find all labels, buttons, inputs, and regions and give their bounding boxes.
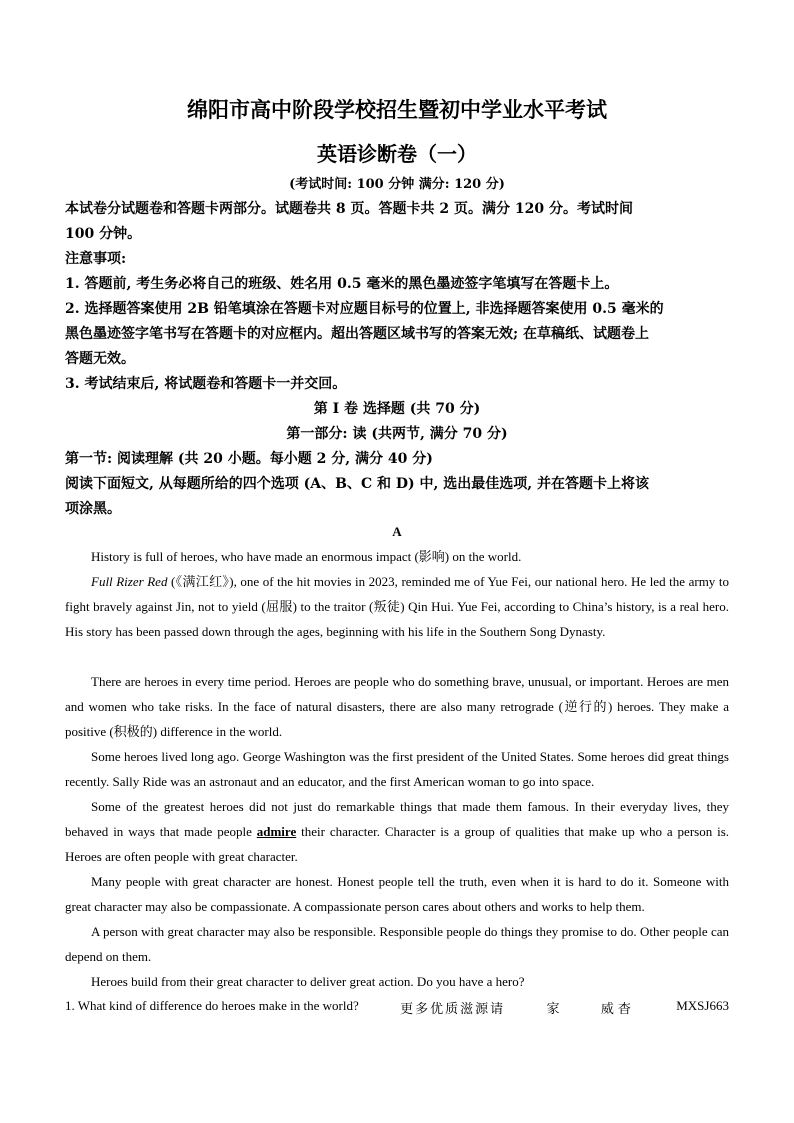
intro-line-2: 100 分钟。 (65, 226, 142, 242)
movie-title: Full Rizer Red (91, 574, 168, 589)
passage-paragraph-3 (65, 669, 729, 744)
intro-line-1: 本试卷分试题卷和答题卡两部分。试题卷共 8 页。答题卡共 2 页。满分 120 分。考试时间 (65, 201, 633, 217)
passage-paragraph-7 (65, 919, 729, 969)
paragraph-text: Some of the greatest heroes did not just do remarkable things that made them famous. In their everyday lives, they behaved in ways that made people (65, 799, 729, 839)
watermark-code: MXSJ663 (676, 998, 729, 1013)
passage-paragraph-5 (65, 794, 729, 869)
part-heading: 第一部分: 读 (共两节, 满分 70 分) (286, 426, 508, 442)
question-1-row (65, 998, 729, 1017)
paragraph-text: (《满江红》), one of the hit movies in 2023, reminded me of Yue Fei, our national hero. He led the army to fight bravely against Jin, not to yield (屈服) to the traitor (叛徒) Qin Hui. Yue Fei, according to China’s history, is a real hero. His story has been passed down through the ages, beginning with his life in the Southern Song Dynasty. (65, 574, 729, 639)
passage-label: A (392, 524, 402, 539)
note-2-line-1: 2. 选择题答案使用 2B 铅笔填涂在答题卡对应题目标号的位置上, 非选择题答案使用 0.5 毫米的 (65, 301, 664, 317)
instruction-line-2: 项涂黑。 (65, 501, 121, 517)
exam-title: 绵阳市高中阶段学校招生暨初中学业水平考试 (187, 97, 607, 122)
note-1: 1. 答题前, 考生务必将自己的班级、姓名用 0.5 毫米的黑色墨迹签字笔填写在答题卡上。 (65, 276, 619, 292)
note-2-line-3: 答题无效。 (65, 351, 135, 367)
keyword-admire: admire (256, 824, 297, 839)
paragraph-text: their character. Character is a group of qualities that make up who a person is. Heroes are often people with great character. (65, 824, 730, 864)
exam-info: (考试时间: 100 分钟 满分: 120 分) (289, 177, 505, 192)
paragraph-text: Many people with great character are honest. Honest people tell the truth, even when it is hard to do it. Someone with great character may also be compassionate. A compassionate person cares about others and works to help them. (65, 874, 729, 914)
section-heading: 第一节: 阅读理解 (共 20 小题。每小题 2 分, 满分 40 分) (65, 451, 433, 467)
paragraph-text: Some heroes lived long ago. George Washington was the first president of the United States. Some heroes did great things recently. Sally Ride was an astronaut and an educator, and the first American woman to go into space. (65, 749, 729, 789)
notes-heading: 注意事项: (65, 251, 127, 267)
paragraph-text: There are heroes in every time period. Heroes are people who do something brave, unusual, or important. Heroes are men and women who take risks. In the face of natural disasters, there are also many retrograde (逆行的) heroes. They make a positive (积极的) difference in the world. (65, 674, 729, 739)
paragraph-text: History is full of heroes, who have made an enormous impact (影响) on the world. (91, 549, 522, 564)
passage-paragraph-8 (65, 969, 729, 994)
volume-heading: 第 I 卷 选择题 (共 70 分) (313, 401, 481, 417)
watermark-text-3: 威杳 (600, 1002, 635, 1017)
note-2-line-2: 黑色墨迹签字笔书写在答题卡的对应框内。超出答题区域书写的答案无效; 在草稿纸、试题卷上 (65, 326, 650, 342)
watermark-text-1: 更多优质滋源请 (400, 1002, 506, 1017)
passage-paragraph-2 (65, 569, 729, 644)
exam-subtitle: 英语诊断卷（一） (317, 142, 477, 166)
note-3: 3. 考试结束后, 将试题卷和答题卡一并交回。 (65, 376, 347, 392)
passage-paragraph-6 (65, 869, 729, 919)
instruction-line-1: 阅读下面短文, 从每题所给的四个选项 (A、B、C 和 D) 中, 选出最佳选项, 并在答题卡上将该 (65, 476, 649, 492)
passage-paragraph-1 (65, 544, 729, 569)
question-1: 1. What kind of difference do heroes make in the world? (65, 998, 359, 1013)
watermark-text-2: 家 (546, 1002, 560, 1017)
paragraph-text: A person with great character may also be responsible. Responsible people do things they promise to do. Other people can depend on them. (65, 924, 729, 964)
paragraph-text: Heroes build from their great character to deliver great action. Do you have a hero? (91, 974, 525, 989)
passage-paragraph-4 (65, 744, 729, 794)
